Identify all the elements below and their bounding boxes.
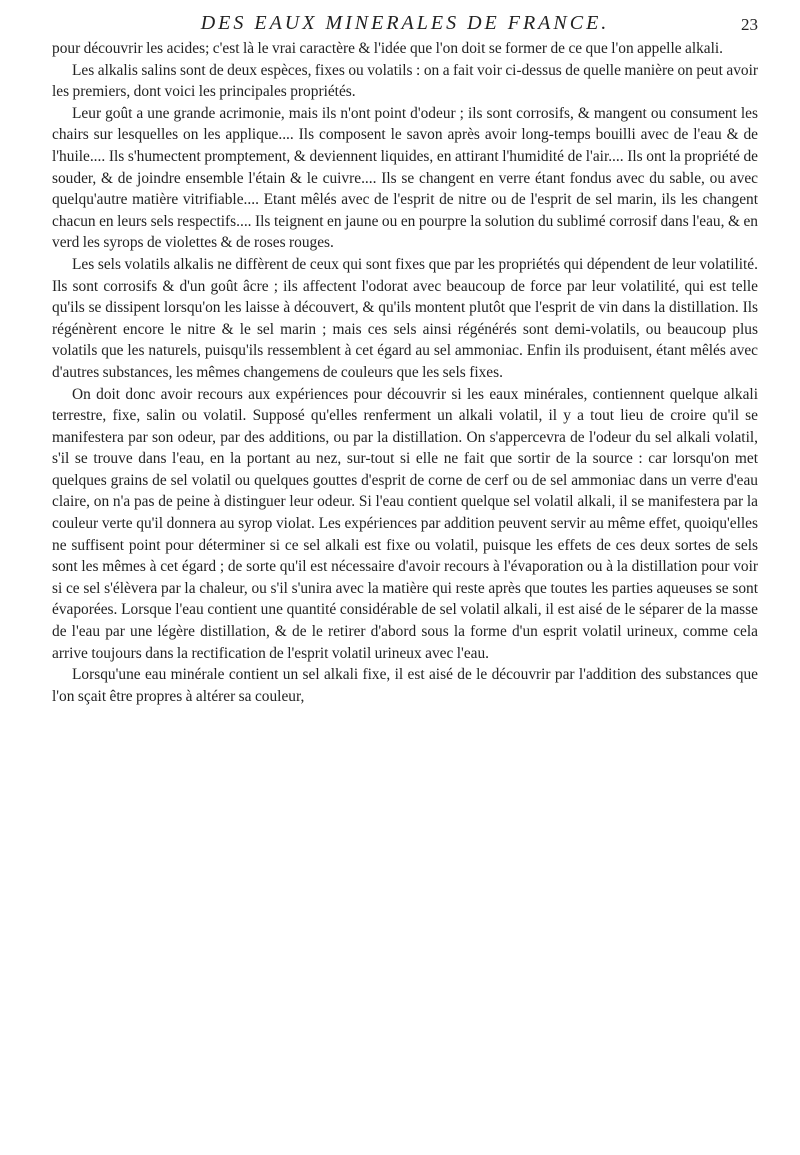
paragraph-fixed-alkali-detection: Lorsqu'une eau minérale contient un sel alkali fixe, il est aisé de le découvrir par l'addition des substances que l'on sçait être propres à altérer sa couleur, (52, 666, 758, 705)
paragraph-continuation: pour découvrir les acides; c'est là le vrai caractère & l'idée que l'on doit se former de ce que l'on appelle alkali. (52, 40, 724, 57)
running-title: DES EAUX MINERALES DE FRANCE. (200, 12, 610, 34)
page-number: 23 (741, 15, 758, 34)
paragraph-alkali-kinds: Les alkalis salins sont de deux espèces, fixes ou volatils : on a fait voir ci-dessus de quelle manière on peut avoir les premiers, dont voici les principales propriétés. (52, 61, 758, 101)
running-head (52, 8, 758, 38)
body-text (52, 38, 758, 707)
paragraph-experiments: On doit donc avoir recours aux expériences pour découvrir si les eaux minérales, contiennent quelque alkali terrestre, fixe, salin ou volatil. Supposé qu'elles renferment un alkali volatil, il y a tout lieu de croire qu'il se manifestera par son odeur, par des additions, ou par la distillation. On s'appercevra de l'odeur du sel alkali volatil, s'il se trouve dans l'eau, en la portant au nez, sur-tout si elle ne fait que sortir de la source : car lorsqu'on met quelques grains de sel volatil ou quelques gouttes d'esprit de corne de cerf ou de sel ammoniac dans un verre d'eau claire, on n'a pas de peine à distinguer leur odeur. Si l'eau contient quelque sel volatil alkali, il se manifestera par la couleur verte qu'il donnera au syrop violat. Les expériences par addition peuvent servir au même effet, quoiqu'elles ne suffisent point pour déterminer si ce sel alkali est fixe ou volatil, puisque les effets de ces deux sortes de sels sont les mêmes à cet égard ; de sorte qu'il est nécessaire d'avoir recours à l'évaporation ou à la distillation pour voir si ce sel s'élèvera par la chaleur, ou s'il s'unira avec la matière qui reste après que toutes les parties aqueuses se sont évaporées. Lorsque l'eau contient une quantité considérable de sel volatil alkali, il est aisé de le séparer de la masse de l'eau par une légère distillation, & de le retirer d'abord sous la forme d'un esprit volatil urineux, comme cela arrive toujours dans la rectification de l'esprit volatil urineux avec l'eau. (52, 385, 758, 662)
paragraph-fixed-alkali-properties: Leur goût a une grande acrimonie, mais ils n'ont point d'odeur ; ils sont corrosifs, & mangent ou consument les chairs sur lesquelles on les applique.... Ils composent le savon après avoir long-temps bouilli avec de l'eau & de l'huile.... Ils s'humectent promptement, & deviennent liquides, en attirant l'humidité de l'air.... Ils ont la propriété de souder, & de joindre ensemble l'étain & le cuivre.... Ils se changent en verre étant fondus avec du sable, ou avec quelqu'autre matière vitrifiable.... Etant mêlés avec de l'esprit de nitre ou de l'esprit de sel marin, ils les changent chacun en leurs sels respectifs.... Ils teignent en jaune ou en pourpre la solution du sublimé corrosif dans l'eau, & en verd les syrops de violettes & de roses rouges. (52, 104, 758, 252)
paragraph-volatile-alkali: Les sels volatils alkalis ne diffèrent de ceux qui sont fixes que par les propriétés qui dépendent de leur volatilité. Ils sont corrosifs & d'un goût âcre ; ils affectent l'odorat avec beaucoup de force par leur volatilité, qui est telle qu'ils se dissipent lorsqu'on les laisse à découvert, & qu'ils montent plutôt que l'esprit de vin dans la distillation. Ils régénèrent encore le nitre & le sel marin ; mais ces sels ainsi régénérés sont demi-volatils, ou beaucoup plus volatils que les naturels, puisqu'ils ressemblent à cet égard au sel ammoniac. Enfin ils produisent, étant mêlés avec d'autres substances, les mêmes changemens de couleurs que les sels fixes. (52, 255, 758, 381)
